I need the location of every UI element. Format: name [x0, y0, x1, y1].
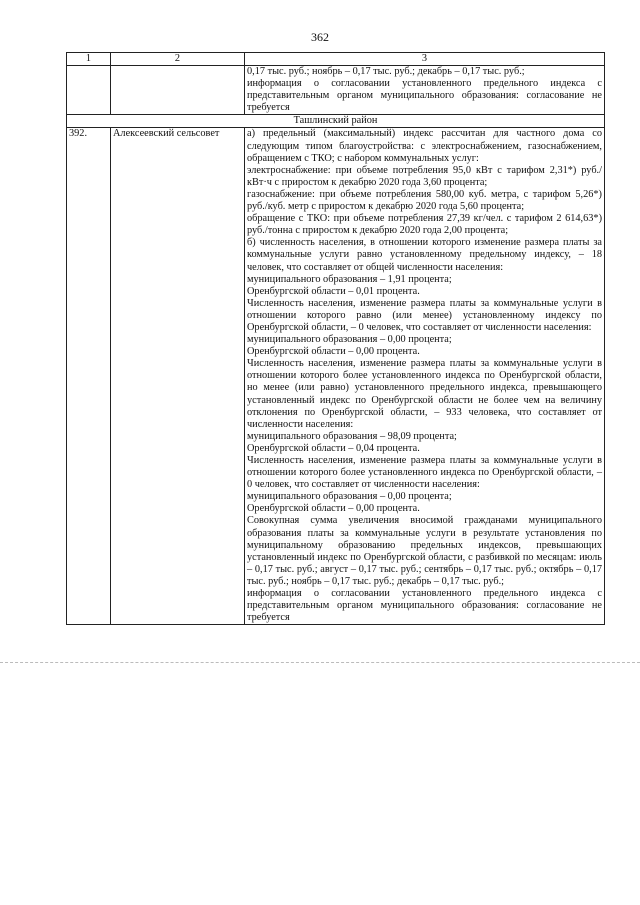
continuation-text-cell — [245, 66, 605, 115]
header-col-1: 1 — [67, 53, 111, 66]
entry-paragraph: муниципального образования – 1,91 процента; — [247, 273, 452, 285]
entry-paragraph: Оренбургской области – 0,04 процента. — [247, 442, 420, 454]
entry-row — [67, 128, 605, 625]
continuation-name-cell — [111, 66, 245, 115]
region-title: Ташлинский район — [67, 115, 605, 128]
document-table — [66, 52, 605, 625]
entry-paragraph: Оренбургской области – 0,00 процента. — [247, 346, 420, 358]
entry-paragraph: Оренбургской области – 0,00 процента. — [247, 503, 420, 515]
entry-paragraph: муниципального образования – 98,09 процента; — [247, 430, 457, 442]
entry-paragraph: Численность населения, изменение размера платы за коммунальные услуги в отношении которого равно (или менее) установленному индексу по Оренбургской области, – 0 человек, что составляет от численности населения: — [247, 297, 602, 333]
entry-name: Алексеевский сельсовет — [111, 128, 245, 625]
table-header-row — [67, 53, 605, 66]
entry-paragraph: муниципального образования – 0,00 процента; — [247, 491, 452, 503]
entry-paragraph: обращение с ТКО: при объеме потребления 27,39 кг/чел. с тарифом 2 614,63*) руб./тонна с приростом к декабрю 2020 года 2,00 процента; — [247, 213, 602, 237]
continuation-row — [67, 66, 605, 115]
continuation-number-cell — [67, 66, 111, 115]
page-number: 362 — [311, 30, 329, 44]
entry-paragraph: Численность населения, изменение размера платы за коммунальные услуги в отношении которого более установленного индекса по Оренбургской области, – 0 человек, что составляет от численности населения: — [247, 455, 602, 491]
entry-paragraph: Совокупная сумма увеличения вносимой гражданами муниципального образования платы за коммунальные услуги в результате установления по муниципальному образованию предельных индексов, превышающих установленный индекс по Оренбургской области, с разбивкой по месяцам: июль – 0,17 тыс. руб.; август – 0,17 тыс. руб.; сентябрь – 0,17 тыс. руб.; октябрь – 0,17 тыс. руб.; ноябрь – 0,17 тыс. руб.; декабрь – 0,17 тыс. руб.; — [247, 515, 602, 587]
continuation-paragraph: 0,17 тыс. руб.; ноябрь – 0,17 тыс. руб.; декабрь – 0,17 тыс. руб.; — [247, 66, 525, 77]
header-col-3: 3 — [245, 53, 605, 66]
entry-paragraph: муниципального образования – 0,00 процента; — [247, 334, 452, 346]
entry-paragraph: Численность населения, изменение размера платы за коммунальные услуги в отношении которого более установленного индекса по Оренбургской области, но менее (или равно) установленного предельного индекса, превышающего установленный индекс по Оренбургской области не более чем на величину отклонения по Оренбургской области, – 933 человека, что составляет от численности населения: — [247, 358, 602, 430]
continuation-paragraph: информация о согласовании установленного предельного индекса с представительным органом муниципального образования: согласование не требуется — [247, 78, 602, 114]
entry-paragraph: электроснабжение: при объеме потребления 95,0 кВт с тарифом 2,31*) руб./кВт·ч с приростом к декабрю 2020 года 3,60 процента; — [247, 164, 602, 188]
entry-text-cell — [245, 128, 605, 625]
entry-paragraph: Оренбургской области – 0,01 процента. — [247, 285, 420, 297]
region-row — [67, 115, 605, 128]
entry-paragraph: газоснабжение: при объеме потребления 580,00 куб. метра, с тарифом 5,26*) руб./куб. метр с приростом к декабрю 2020 года 5,60 процента; — [247, 188, 602, 213]
scan-dashed-line — [0, 662, 640, 663]
header-col-2: 2 — [111, 53, 245, 66]
entry-number: 392. — [67, 128, 111, 625]
entry-paragraph: а) предельный (максимальный) индекс рассчитан для частного дома со следующим типом благоустройства: с электроснабжением, газоснабжением, обращением с ТКО; с набором коммунальных услуг: — [247, 128, 602, 164]
entry-paragraph: информация о согласовании установленного предельного индекса с представительным органом муниципального образования: согласование не требуется — [247, 588, 602, 624]
entry-paragraph: б) численность населения, в отношении которого изменение размера платы за коммунальные услуги равно установленному предельному индексу, – 18 человек, что составляет от общей численности населения: — [247, 237, 602, 273]
